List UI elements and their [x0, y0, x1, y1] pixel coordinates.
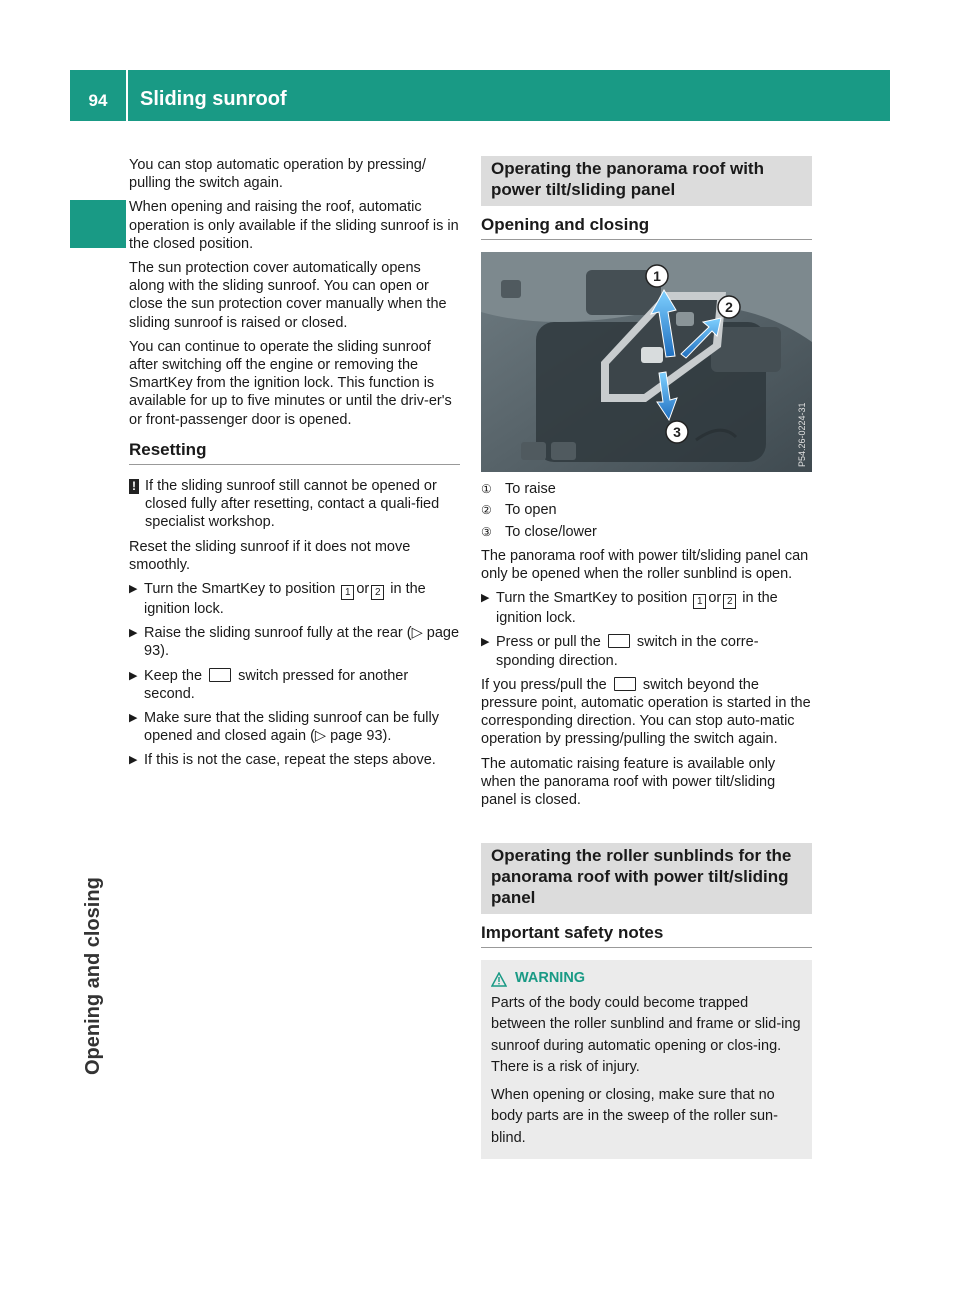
section-heading-panorama: Operating the panorama roof with power tilt/sliding panel: [481, 156, 812, 206]
warning-triangle-icon: [491, 972, 507, 987]
arrow-right-icon: ▶: [129, 754, 138, 767]
arrow-right-icon: ▶: [129, 712, 138, 725]
exclamation-icon: !: [129, 477, 145, 532]
arrow-right-icon: ▶: [481, 636, 490, 649]
list-item: ▶ If this is not the case, repeat the steps above.: [129, 752, 436, 769]
key-position-2: 2: [371, 585, 384, 600]
callout-2: 2: [725, 299, 733, 316]
switch-icon: [614, 677, 636, 691]
list-item: ▶ Press or pull the switch in the corre-sponding direction.: [481, 634, 759, 669]
arrow-right-icon: ▶: [129, 583, 138, 596]
list-item: ▶ Make sure that the sliding sunroof can be fully opened and closed again (▷ page 93).: [129, 710, 439, 745]
legend-item: ① To raise: [481, 481, 556, 498]
section-tab-marker: [70, 200, 126, 248]
warning-text: When opening or closing, make sure that no body parts are in the sweep of the roller sun-blind.: [491, 1086, 778, 1146]
switch-icon: [608, 634, 630, 648]
paragraph: You can stop automatic operation by pressing/ pulling the switch again.: [129, 157, 426, 192]
list-item: ▶ Turn the SmartKey to position 1 or 2 in the ignition lock.: [129, 581, 426, 618]
paragraph: When opening and raising the roof, automatic operation is only available if the sliding sunroof is in the closed position.: [129, 199, 459, 252]
note-block: [129, 477, 460, 532]
key-position-2: 2: [723, 594, 736, 609]
subheading-safety-notes: Important safety notes: [481, 924, 812, 948]
header-divider: [126, 70, 128, 121]
page-header: [70, 70, 890, 121]
paragraph: The automatic raising feature is available only when the panorama roof with power tilt/sliding panel is closed.: [481, 755, 776, 809]
right-column: [481, 156, 812, 1159]
page-number: 94: [88, 91, 108, 110]
paragraph: The panorama roof with power tilt/sliding panel can only be opened when the roller sunblind is open.: [481, 547, 809, 583]
callout-1: 1: [653, 268, 661, 285]
overhead-control-photo: [481, 252, 812, 472]
list-item: ▶ Keep the switch pressed for another second.: [129, 667, 409, 702]
arrow-right-icon: ▶: [481, 592, 490, 605]
key-position-1: 1: [341, 585, 354, 600]
list-item: ▶ Raise the sliding sunroof fully at the rear (▷ page 93).: [129, 625, 460, 660]
warning-box: [481, 960, 812, 1159]
paragraph: If you press/pull the switch beyond the pressure point, automatic operation is started in the corresponding direction. You can stop auto-matic operation by pressing/pulling the switch again.: [481, 676, 811, 748]
subheading-opening-closing: Opening and closing: [481, 216, 812, 240]
legend-item: ② To open: [481, 502, 557, 519]
note-text: If the sliding sunroof still cannot be opened or closed fully after resetting, contact a quali-fied specialist workshop.: [145, 478, 440, 531]
list-item: ▶ Turn the SmartKey to position 1 or 2 in the ignition lock.: [481, 590, 778, 627]
switch-icon: [209, 668, 231, 682]
chapter-label: Opening and closing: [82, 877, 104, 1075]
warning-text: Parts of the body could become trapped between the roller sunblind and frame or slid-ing sunroof during automatic opening or clos-ing. There is a risk of injury.: [491, 994, 801, 1076]
warning-header: [491, 968, 802, 990]
callout-3: 3: [673, 424, 681, 441]
arrow-right-icon: ▶: [129, 669, 138, 682]
paragraph: The sun protection cover automatically opens along with the sliding sunroof. You can open or close the sun protection cover manually when the sliding sunroof is raised or closed.: [129, 260, 447, 331]
paragraph: You can continue to operate the sliding sunroof after switching off the engine or removing the SmartKey from the ignition lock. This function is available for up to five minutes or until the driv-er's or front-passenger door is opened.: [129, 338, 452, 428]
image-code: P54.26-0224-31: [797, 402, 807, 468]
left-column: [129, 156, 460, 776]
section-heading-roller-sunblinds: Operating the roller sunblinds for the panorama roof with power tilt/sliding panel: [481, 843, 812, 914]
legend-item: ③ To close/lower: [481, 523, 597, 540]
page-title: Sliding sunroof: [140, 88, 287, 110]
section-heading-resetting: Resetting: [129, 441, 460, 465]
paragraph: Reset the sliding sunroof if it does not move smoothly.: [129, 538, 411, 573]
arrow-right-icon: ▶: [129, 627, 138, 640]
warning-title: WARNING: [515, 970, 586, 987]
key-position-1: 1: [693, 594, 706, 609]
